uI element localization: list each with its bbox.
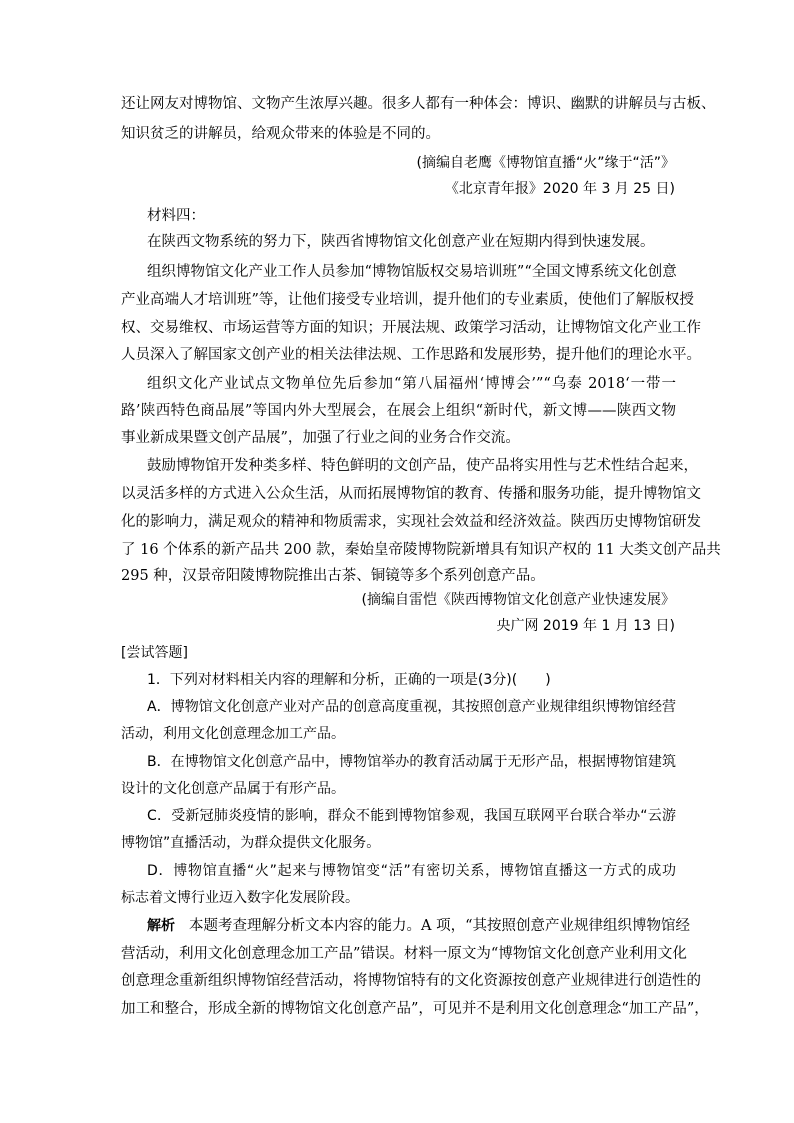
material4-heading: 材料四： — [147, 208, 205, 224]
material4-para-4-line-4: 了 16 个体系的新产品共 200 款，秦始皇帝陵博物院新增具有知识产权的 11 大类文创产品共 — [121, 542, 721, 558]
material4-para-2-line-3: 权、交易维权、市场运营等方面的知识；开展法规、政策学习活动，让博物馆文化产业工作 — [121, 320, 701, 336]
analysis-label: 解析 — [147, 918, 175, 934]
material3-line-2: 知识贫乏的讲解员，给观众带来的体验是不同的。 — [121, 126, 440, 142]
option-b-line-1: B．在博物馆文化创意产品中，博物馆举办的教育活动属于无形产品，根据博物馆建筑 — [147, 754, 676, 770]
section-label: [尝试答题] — [121, 645, 188, 661]
material4-source-1: (摘编自雷恺《陕西博物馆文化创意产业快速发展》 — [361, 592, 675, 608]
option-c-line-2: 博物馆”直播活动，为群众提供文化服务。 — [121, 835, 381, 851]
material4-para-2-line-4: 人员深入了解国家文创产业的相关法律法规、工作思路和发展形势，提升他们的理论水平。 — [121, 347, 701, 363]
analysis-line-1-text: 本题考查理解分析文本内容的能力。A 项，“其按照创意产业规律组织博物馆经 — [189, 918, 690, 934]
analysis-line-2: 营活动，利用文化创意理念加工产品”错误。材料一原文为“博物馆文化创意产业利用文化 — [121, 946, 687, 962]
material4-para-3-line-3: 事业新成果暨文创产品展”，加强了行业之间的业务合作交流。 — [121, 430, 520, 446]
material4-para-3-line-2: 路’陕西特色商品展”等国内外大型展会，在展会上组织“新时代，新文博——陕西文物 — [121, 403, 676, 419]
option-a-line-2: 活动，利用文化创意理念加工产品。 — [121, 726, 345, 742]
material4-para-1: 在陕西文物系统的努力下，陕西省博物馆文化创意产业在短期内得到快速发展。 — [147, 234, 655, 250]
material3-source-1: (摘编自老鹰《博物馆直播“火”缘于“活”》 — [416, 155, 675, 171]
material4-para-4-line-3: 化的影响力，满足观众的精神和物质需求，实现社会效益和经济效益。陕西历史博物馆研发 — [121, 514, 701, 530]
analysis-line-3: 创意理念重新组织博物馆经营活动，将博物馆特有的文化资源按创意产业规律进行创造性的 — [121, 973, 701, 989]
material4-para-4-line-1: 鼓励博物馆开发种类多样、特色鲜明的文创产品，使产品将实用性与艺术性结合起来， — [147, 458, 698, 474]
option-b-line-2: 设计的文化创意产品属于有形产品。 — [121, 781, 345, 797]
option-c-line-1: C．受新冠肺炎疫情的影响，群众不能到博物馆参观，我国互联网平台联合举办“云游 — [147, 808, 676, 824]
material4-para-2-line-2: 产业高端人才培训班”等，让他们接受专业培训，提升他们的专业素质，使他们了解版权授 — [121, 292, 694, 308]
option-d-line-1: D．博物馆直播“火”起来与博物馆变“活”有密切关系，博物馆直播这一方式的成功 — [147, 863, 676, 879]
material4-para-2-line-1: 组织博物馆文化产业工作人员参加“博物馆版权交易培训班”“全国文博系统文化创意 — [147, 264, 677, 280]
option-d-line-2: 标志着文博行业迈入数字化发展阶段。 — [121, 890, 359, 906]
material3-line-1: 还让网友对博物馆、文物产生浓厚兴趣。很多人都有一种体会：博识、幽默的讲解员与古板、 — [121, 96, 716, 112]
analysis-line-1 — [147, 916, 690, 936]
option-a-line-1: A．博物馆文化创意产业对产品的创意高度重视，其按照创意产业规律组织博物馆经营 — [147, 699, 676, 715]
material4-para-4-line-5: 295 种，汉景帝阳陵博物院推出古茶、铜镜等多个系列创意产品。 — [121, 568, 545, 584]
material3-source-2: 《北京青年报》2020 年 3 月 25 日) — [444, 181, 675, 197]
question-1-stem: 1．下列对材料相关内容的理解和分析，正确的一项是(3分)( ) — [147, 672, 551, 688]
material4-source-2: 央广网 2019 年 1 月 13 日) — [496, 618, 675, 634]
material4-para-3-line-1: 组织文化产业试点文物单位先后参加“第八届福州‘博博会’”“乌泰 2018‘一带一 — [147, 376, 676, 392]
analysis-line-4: 加工和整合，形成全新的博物馆文化创意产品”，可见并不是利用文化创意理念“加工产品”， — [121, 1001, 709, 1017]
material4-para-4-line-2: 以灵活多样的方式进入公众生活，从而拓展博物馆的教育、传播和服务功能，提升博物馆文 — [121, 486, 701, 502]
